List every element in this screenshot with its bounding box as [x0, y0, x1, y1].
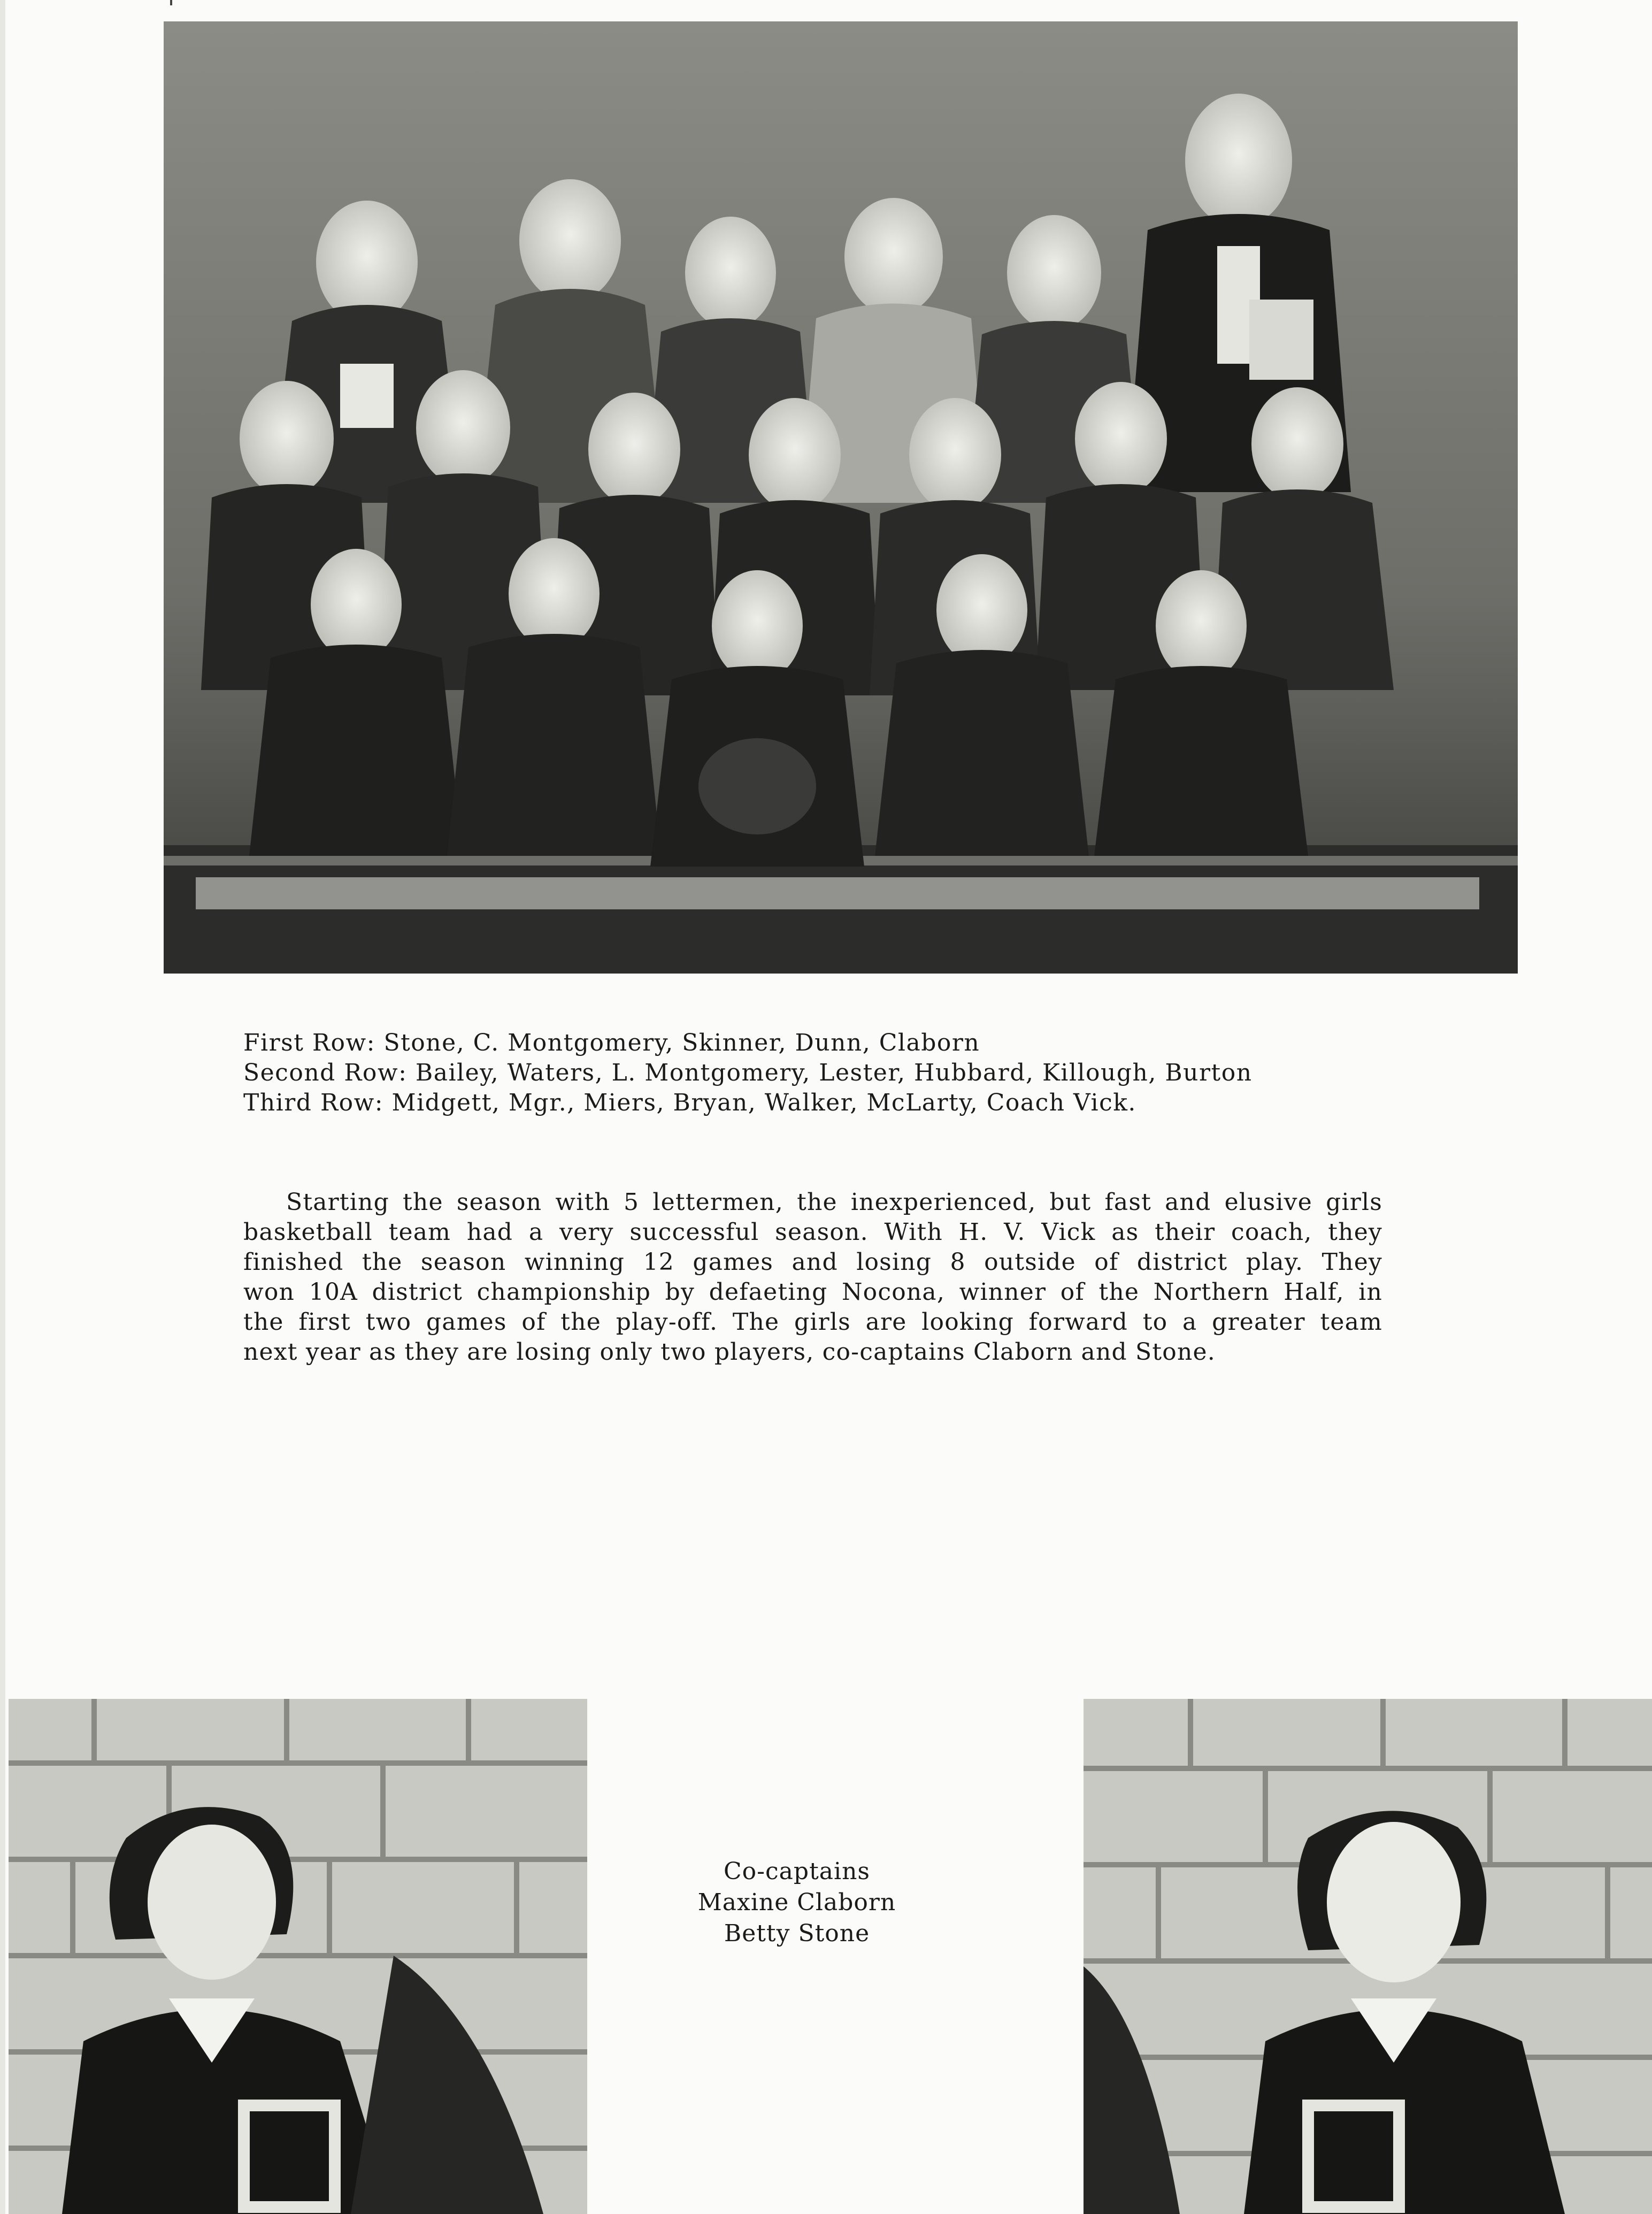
team-photo [164, 21, 1518, 974]
page-corner-mark [170, 0, 172, 5]
team-photo-graphic [164, 21, 1518, 974]
cocaptain-name-1: Maxine Claborn [697, 1889, 896, 1916]
captain-photo-claborn [9, 1699, 587, 2214]
captain-photo-stone [1084, 1699, 1652, 2214]
cocaptains-caption [679, 1856, 915, 1949]
paragraph-line: next year as they are losing only two players, co-captains Claborn and Stone. [243, 1338, 1216, 1366]
caption-second-row: Second Row: Bailey, Waters, L. Montgomery, Lester, Hubbard, Killough, Burton [243, 1059, 1253, 1086]
paragraph-line: won 10A district championship by defaeting Nocona, winner of the Northern Half, in [243, 1278, 1382, 1306]
cocaptain-name-2: Betty Stone [724, 1920, 870, 1947]
season-summary-paragraph [243, 1188, 1382, 1367]
caption-first-row: First Row: Stone, C. Montgomery, Skinner, Dunn, Claborn [243, 1029, 980, 1056]
page-binding-edge [0, 0, 5, 2214]
paragraph-line: Starting the season with 5 lettermen, the inexperienced, but fast and elusive girls [286, 1189, 1382, 1216]
paragraph-line: basketball team had a very successful season. With H. V. Vick as their coach, they [243, 1219, 1382, 1246]
cocaptains-heading: Co-captains [724, 1858, 870, 1885]
paragraph-line: finished the season winning 12 games and losing 8 outside of district play. They [243, 1248, 1382, 1276]
captain-photo-graphic [9, 1699, 587, 2214]
paragraph-line: the first two games of the play-off. The girls are looking forward to a greater team [243, 1308, 1382, 1336]
captain-photo-graphic [1084, 1699, 1652, 2214]
caption-third-row: Third Row: Midgett, Mgr., Miers, Bryan, Walker, McLarty, Coach Vick. [243, 1089, 1136, 1116]
